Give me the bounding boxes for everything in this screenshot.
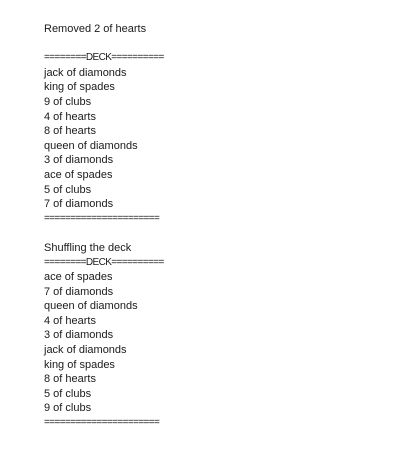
first-deck-list [44, 66, 404, 212]
status-line: Removed 2 of hearts [44, 23, 147, 35]
card-line: king of spades [44, 358, 115, 371]
card-line: queen of diamonds [44, 300, 138, 313]
card-line: 8 of hearts [44, 125, 96, 138]
card-line: 8 of hearts [44, 373, 96, 386]
card-line: king of spades [44, 81, 115, 94]
deck-header: ========DECK========== [44, 52, 164, 64]
card-line: 3 of diamonds [44, 329, 114, 342]
card-line: 4 of hearts [44, 314, 96, 327]
deck-footer: ====================== [44, 417, 160, 429]
card-line: jack of diamonds [44, 344, 127, 357]
card-line: 9 of clubs [44, 402, 92, 415]
card-line: queen of diamonds [44, 139, 138, 152]
card-line: jack of diamonds [44, 66, 127, 79]
card-line: ace of spades [44, 271, 113, 284]
second-deck-list [44, 270, 404, 416]
document-body [44, 22, 404, 431]
shuffle-line: Shuffling the deck [44, 241, 132, 254]
deck-header: ========DECK========== [44, 256, 164, 268]
card-line: 5 of clubs [44, 183, 92, 196]
card-line: 7 of diamonds [44, 285, 114, 298]
card-line: 3 of diamonds [44, 154, 114, 167]
blank-line [44, 226, 404, 241]
card-line: 9 of clubs [44, 95, 92, 108]
deck-footer: ====================== [44, 212, 160, 224]
card-line: 4 of hearts [44, 110, 96, 123]
card-line: 7 of diamonds [44, 198, 114, 211]
blank-line [44, 37, 404, 52]
card-line: ace of spades [44, 168, 113, 181]
card-line: 5 of clubs [44, 387, 92, 400]
